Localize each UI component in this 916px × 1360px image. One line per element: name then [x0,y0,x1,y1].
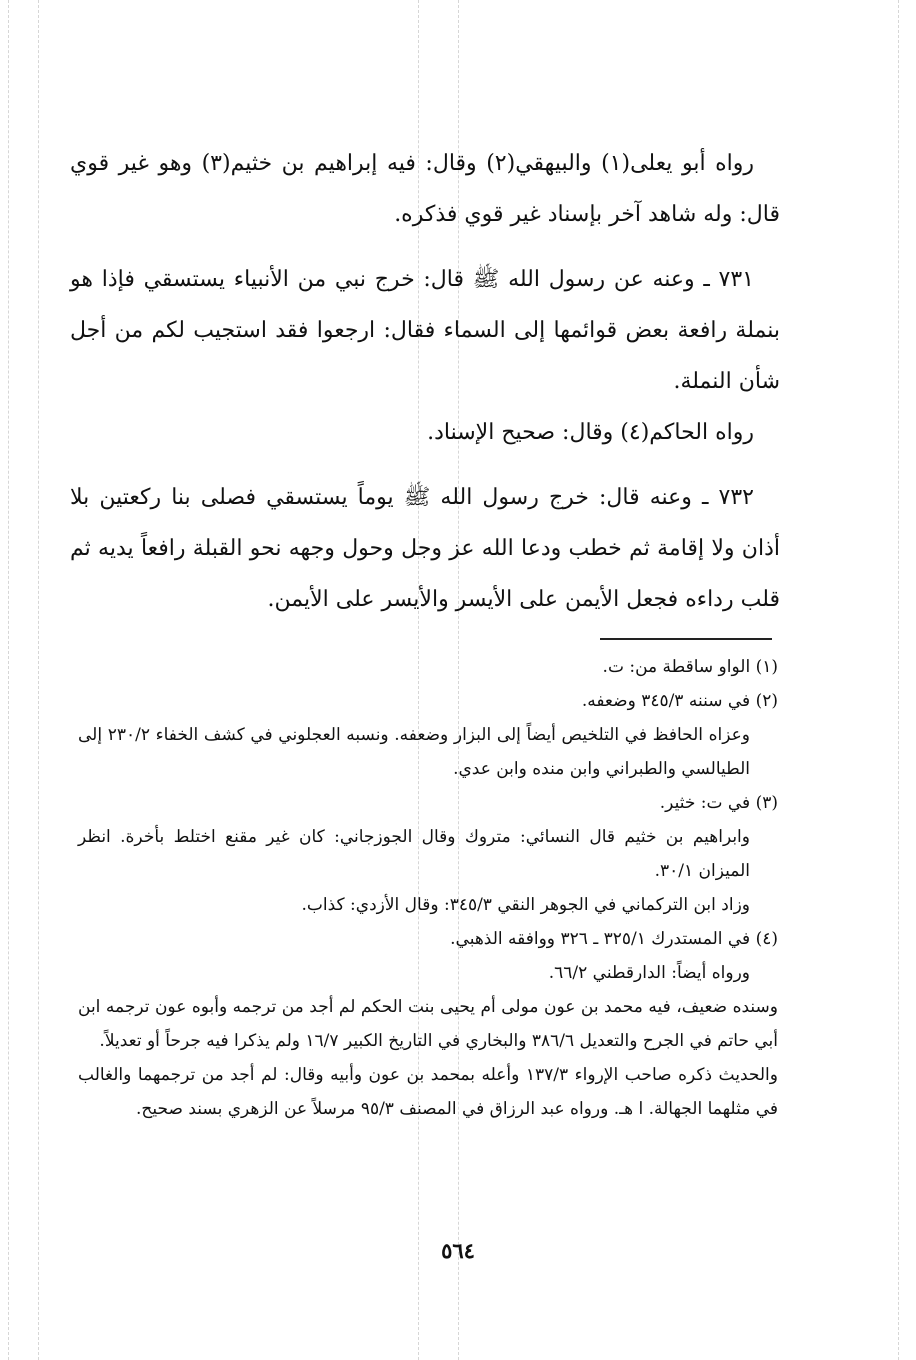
footnote-3-continued: وابراهيم بن خثيم قال النسائي: متروك وقال الجوزجاني: كان غير مقنع اختلط بأخرة. انظر الميزان ٣٠/١. [78,827,750,881]
footnote-separator [600,638,772,640]
footnote-4-isnad: وسنده ضعيف، فيه محمد بن عون مولى أم يحيى بنت الحكم لم أجد من ترجمه وأبوه عون ترجمه ابن أبي حاتم في الجرح والتعديل ٣٨٦/٦ والبخاري في التاريخ الكبير ١٦/٧ ولم يذكرا فيه جرحاً أو تعديلاً. [78,997,778,1051]
footnote-2-continued: وعزاه الحافظ في التلخيص أيضاً إلى البزار وضعفه. ونسبه العجلوني في كشف الخفاء ٢٣٠/٢ إلى الطيالسي والطبراني وابن منده وابن عدي. [78,725,750,779]
footnote-4: (٤) في المستدرك ٣٢٥/١ ـ ٣٢٦ ووافقه الذهبي. [450,929,778,949]
hadith-732: ٧٣٢ ـ وعنه قال: خرج رسول الله ﷺ يوماً يستسقي فصلى بنا ركعتين بلا أذان ولا إقامة ثم خطب ودعا الله عز وجل وحول وجهه نحو القبلة رافعاً يديه ثم قلب رداءه فجعل الأيمن على الأيسر والأيسر على الأيمن. [70,485,780,612]
paragraph-hakim: رواه الحاكم(٤) وقال: صحيح الإسناد. [427,420,754,445]
footnote-4-daraqutni: ورواه أيضاً: الدارقطني ٦٦/٢. [548,963,750,983]
footnote-3-addition: وزاد ابن التركماني في الجوهر النقي ٣٤٥/٣: وقال الأزدي: كذاب. [301,895,750,915]
footnote-2: (٢) في سننه ٣٤٥/٣ وضعفه. [581,691,778,711]
hadith-731: ٧٣١ ـ وعنه عن رسول الله ﷺ قال: خرج نبي من الأنبياء يستسقي فإذا هو بنملة رافعة بعض قوائمها إلى السماء فقال: ارجعوا فقد استجيب لكم من أجل شأن النملة. [70,267,780,394]
footnotes [78,650,778,1126]
paragraph-narration: رواه أبو يعلى(١) والبيهقي(٢) وقال: فيه إبراهيم بن خثيم(٣) وهو غير قوي قال: وله شاهد آخر بإسناد غير قوي فذكره. [70,151,780,227]
footnote-3: (٣) في ت: خثير. [659,793,778,813]
page-number: ٥٦٤ [441,1238,475,1263]
footnote-1: (١) الواو ساقطة من: ت. [602,657,778,677]
footnote-4-irwa: والحديث ذكره صاحب الإرواء ١٣٧/٣ وأعله بمحمد بن عون وأبيه وقال: لم أجد من ترجمهما والغالب في مثلهما الجهالة. ا هـ. ورواه عبد الرزاق في المصنف ٩٥/٣ مرسلاً عن الزهري بسند صحيح. [78,1065,778,1119]
main-text [70,138,780,625]
